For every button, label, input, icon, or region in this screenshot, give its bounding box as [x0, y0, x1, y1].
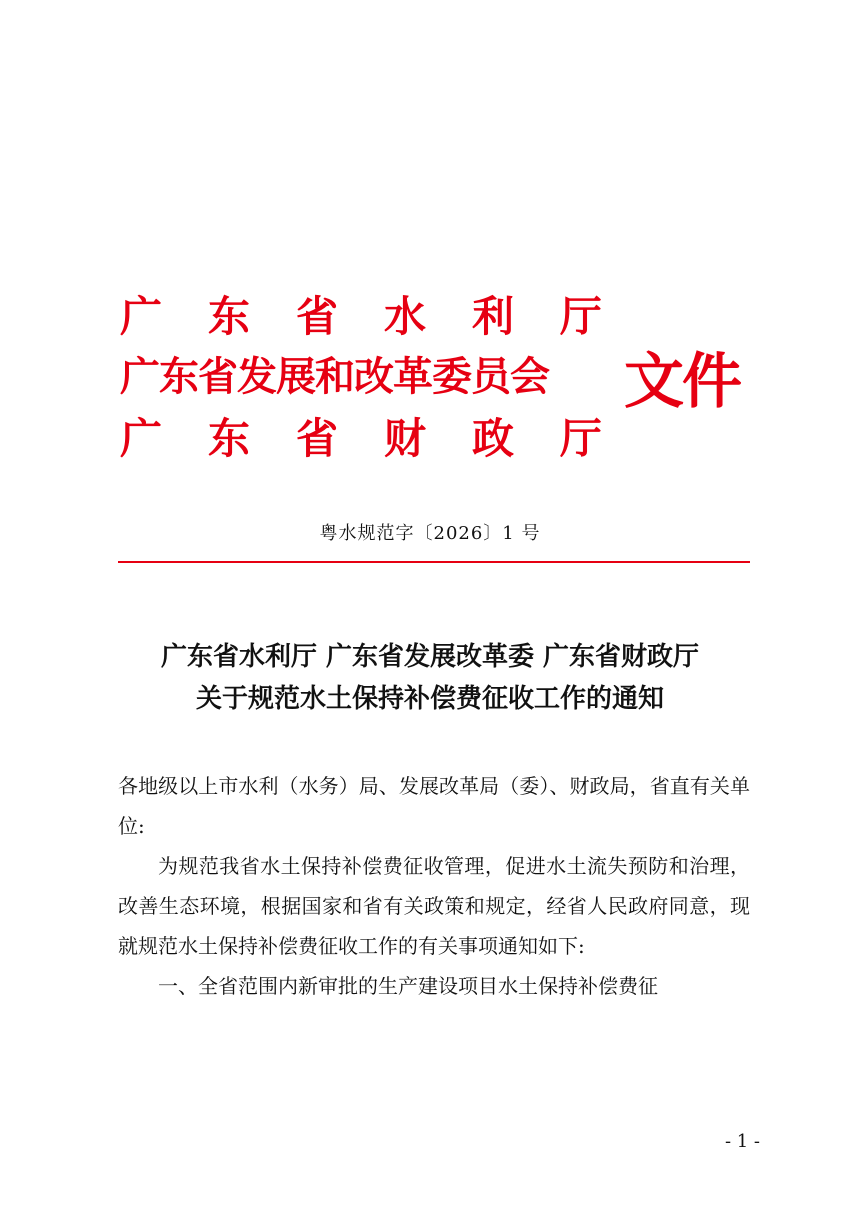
issuer-char: 财 [383, 414, 426, 463]
body-paragraph-2: 一、全省范围内新审批的生产建设项目水土保持补偿费征 [158, 974, 658, 998]
issuer-char: 广 [120, 292, 163, 341]
title-line-2: 关于规范水土保持补偿费征收工作的通知 [195, 684, 664, 714]
issuer-char: 东 [207, 292, 250, 341]
issuer-char: 东 [207, 414, 250, 463]
document-title [100, 636, 760, 720]
issuer-char: 利 [471, 292, 514, 341]
issuer-development-reform-commission: 广东省发展和改革委员会 [120, 354, 549, 400]
issuer-char: 省 [295, 292, 338, 341]
file-header-word: 文件 [624, 347, 740, 417]
salutation: 各地级以上市水利（水务）局、发展改革局（委）、财政局，省直有关单位: [118, 774, 750, 838]
page-number: - 1 - [724, 1131, 760, 1152]
issuing-authorities [120, 286, 610, 469]
title-line-1: 广东省水利厅 广东省发展改革委 广东省财政厅 [160, 642, 700, 672]
red-divider-line [118, 561, 750, 563]
issuer-char: 省 [295, 414, 338, 463]
issuer-char: 水 [383, 292, 426, 341]
issuer-water-resources-dept [120, 286, 602, 347]
body-paragraph-1: 为规范我省水土保持补偿费征收管理，促进水土流失预防和治理，改善生态环境，根据国家和省有关政策和规定，经省人民政府同意，现就规范水土保持补偿费征收工作的有关事项通知如下: [118, 854, 750, 958]
issuer-char: 政 [471, 414, 514, 463]
document-number: 粤水规范字〔2026〕1 号 [319, 523, 541, 544]
issuer-char: 广 [120, 414, 163, 463]
issuer-finance-dept [120, 408, 602, 469]
document-body [118, 766, 750, 1006]
issuer-char: 厅 [559, 292, 602, 341]
issuer-char: 厅 [559, 414, 602, 463]
